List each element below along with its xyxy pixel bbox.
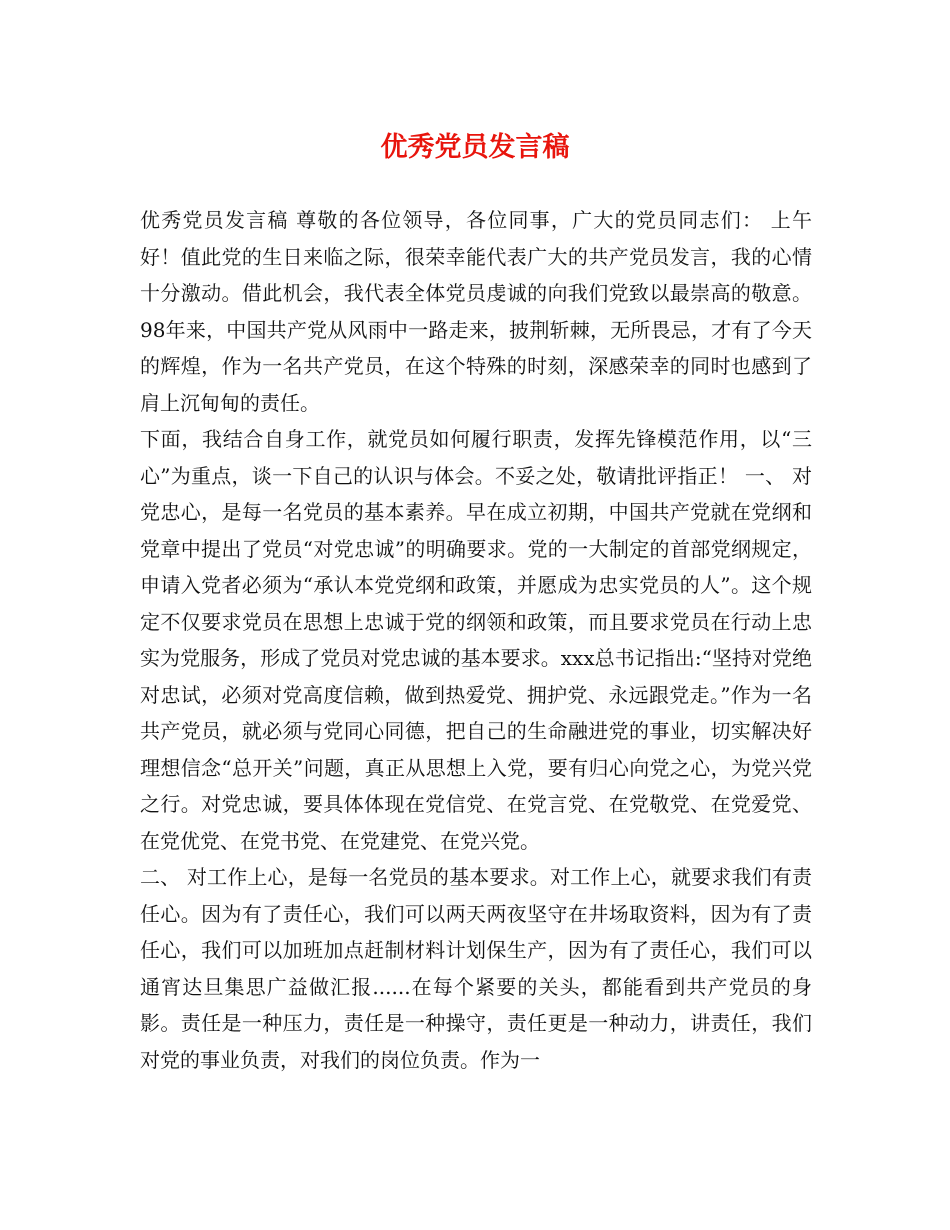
document-title: 优秀党员发言稿	[380, 132, 570, 163]
paragraph-opening: 优秀党员发言稿 尊敬的各位领导，各位同事，广大的党员同志们： 上午好！值此党的生日来临之际，很荣幸能代表广大的共产党员发言，我的心情十分激动。借此机会，我代表全体党员虔诚的向我们党致以最崇高的敬意。98年来，中国共产党从风雨中一路走来，披荆斩棘，无所畏忌，才有了今天的辉煌，作为一名共产党员，在这个特殊的时刻，深感荣幸的同时也感到了肩上沉甸甸的责任。	[140, 208, 812, 415]
paragraph-loyalty: 下面，我结合自身工作，就党员如何履行职责，发挥先锋模范作用，以“三心”为重点，谈一下自己的认识与体会。不妥之处，敬请批评指正！ 一、 对党忠心，是每一名党员的基本素养。早在成立初期，中国共产党就在党纲和党章中提出了党员“对党忠诚”的明确要求。党的一大制定的首部党纲规定，申请入党者必须为“承认本党党纲和政策，并愿成为忠实党员的人”。这个规定不仅要求党员在思想上忠诚于党的纲领和政策，而且要求党员在行动上忠实为党服务，形成了党员对党忠诚的基本要求。xxx总书记指出:“坚持对党绝对忠试，必须对党高度信赖，做到热爱党、拥护党、永远跟党走。”作为一名共产党员，就必须与党同心同德，把自己的生命融进党的事业，切实解决好理想信念“总开关”问题，真正从思想上入党，要有归心向党之心，为党兴党之行。对党忠诚，要具体体现在党信党、在党言党、在党敬党、在党爱党、在党优党、在党书党、在党建党、在党兴党。	[140, 427, 812, 853]
paragraph-work: 二、 对工作上心，是每一名党员的基本要求。对工作上心，就要求我们有责任心。因为有了责任心，我们可以两天两夜坚守在井场取资料，因为有了责任心，我们可以加班加点赶制材料计划保生产，因为有了责任心，我们可以通宵达旦集思广益做汇报......在每个紧要的关头，都能看到共产党员的身影。责任是一种压力，责任是一种操守，责任更是一种动力，讲责任，我们对党的事业负责，对我们的岗位负责。作为一	[140, 865, 812, 1072]
document-body	[140, 202, 812, 1078]
